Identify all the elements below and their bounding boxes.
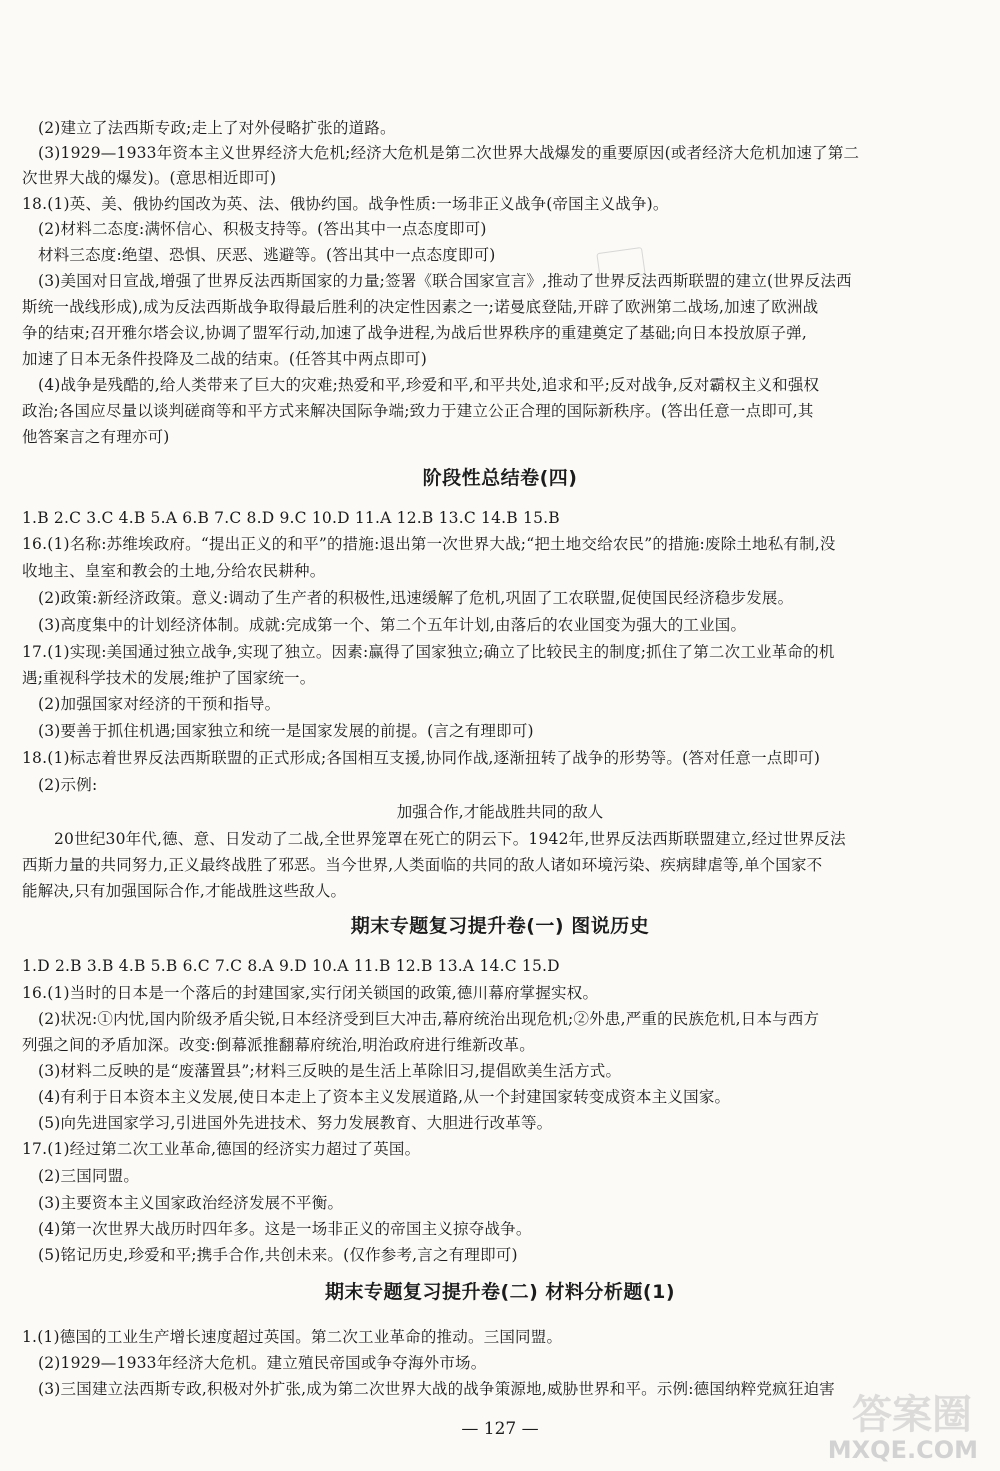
section-title: 阶段性总结卷(四): [422, 467, 578, 489]
text-line: 争的结束;召开雅尔塔会议,协调了盟军行动,加速了战争进程,为战后世界秩序的重建奠定了基础;向日本投放原子弹,: [22, 324, 807, 342]
essay-line: 20世纪30年代,德、意、日发动了二战,全世界笼罩在死亡的阴云下。1942年,世界反法西斯联盟建立,经过世界反法: [54, 830, 846, 848]
text-line: (3)主要资本主义国家政治经济发展不平衡。: [38, 1194, 344, 1212]
text-line: 他答案言之有理亦可): [22, 428, 170, 446]
text-line: (4)第一次世界大战历时四年多。这是一场非正义的帝国主义掠夺战争。: [38, 1220, 532, 1238]
text-line: 16.(1)名称:苏维埃政府。“提出正义的和平”的措施:退出第一次世界大战;“把土地交给农民”的措施:废除土地私有制,没: [22, 535, 836, 553]
text-line: (2)材料二态度:满怀信心、积极支持等。(答出其中一点态度即可): [38, 220, 487, 238]
text-line: (5)向先进国家学习,引进国外先进技术、努力发展教育、大胆进行改革等。: [38, 1114, 553, 1132]
text-line: (2)政策:新经济政策。意义:调动了生产者的积极性,迅速缓解了危机,巩固了工农联盟,促使国民经济稳步发展。: [38, 589, 794, 607]
text-line: 17.(1)经过第二次工业革命,德国的经济实力超过了英国。: [22, 1140, 421, 1158]
text-line: 1.(1)德国的工业生产增长速度超过英国。第二次工业革命的推动。三国同盟。: [22, 1328, 563, 1346]
text-line: (3)三国建立法西斯专政,积极对外扩张,成为第二次世界大战的战争策源地,威胁世界和平。示例:德国纳粹党疯狂迫害: [38, 1380, 835, 1398]
text-line: 收地主、皇室和教会的土地,分给农民耕种。: [22, 562, 326, 580]
text-line: (3)美国对日宣战,增强了世界反法西斯国家的力量;签署《联合国家宣言》,推动了世界反法西斯联盟的建立(世界反法西: [38, 272, 852, 290]
text-line: 17.(1)实现:美国通过独立战争,实现了独立。因素:赢得了国家独立;确立了比较民主的制度;抓住了第二次工业革命的机: [22, 643, 835, 661]
text-line: (3)高度集中的计划经济体制。成就:完成第一个、第二个五年计划,由落后的农业国变为强大的工业国。: [38, 616, 747, 634]
text-line: 列强之间的矛盾加深。改变:倒幕派推翻幕府统治,明治政府进行维新改革。: [22, 1036, 535, 1054]
text-line: 斯统一战线形成),成为反法西斯战争取得最后胜利的决定性因素之一;诺曼底登陆,开辟了欧洲第二战场,加速了欧洲战: [22, 298, 819, 316]
text-line: (2)加强国家对经济的干预和指导。: [38, 695, 281, 713]
text-line: (4)有利于日本资本主义发展,使日本走上了资本主义发展道路,从一个封建国家转变成资本主义国家。: [38, 1088, 731, 1106]
text-line: 加速了日本无条件投降及二战的结束。(任答其中两点即可): [22, 350, 427, 368]
answer-key-line: 1.D 2.B 3.B 4.B 5.B 6.C 7.C 8.A 9.D 10.A 11.B 12.B 13.A 14.C 15.D: [22, 957, 560, 975]
text-line: 遇;重视科学技术的发展;维护了国家统一。: [22, 669, 316, 687]
essay-line: 能解决,只有加强国际合作,才能战胜这些敌人。: [22, 882, 347, 900]
text-line: 次世界大战的爆发)。(意思相近即可): [22, 169, 277, 187]
watermark-url: MXQE.COM: [827, 1436, 978, 1464]
essay-title: 加强合作,才能战胜共同的敌人: [396, 803, 604, 821]
section-title: 期末专题复习提升卷(一) 图说历史: [350, 915, 650, 937]
watermark-logo: 答案圈: [852, 1392, 972, 1438]
text-line: (2)三国同盟。: [38, 1167, 140, 1185]
page-number: — 127 —: [461, 1419, 539, 1439]
text-line: 18.(1)英、美、俄协约国改为英、法、俄协约国。战争性质:一场非正义战争(帝国主义战争)。: [22, 195, 669, 213]
text-line: (3)1929—1933年资本主义世界经济大危机;经济大危机是第二次世界大战爆发的重要原因(或者经济大危机加速了第二: [38, 144, 860, 162]
text-line: (3)要善于抓住机遇;国家独立和统一是国家发展的前提。(言之有理即可): [38, 722, 534, 740]
text-line: 18.(1)标志着世界反法西斯联盟的正式形成;各国相互支援,协同作战,逐渐扭转了战争的形势等。(答对任意一点即可): [22, 749, 821, 767]
text-line: (2)状况:①内忧,国内阶级矛盾尖锐,日本经济受到巨大冲击,幕府统治出现危机;②外患,严重的民族危机,日本与西方: [38, 1010, 820, 1028]
text-line: 政治;各国应尽量以谈判磋商等和平方式来解决国际争端;致力于建立公正合理的国际新秩序。(答出任意一点即可,其: [22, 402, 814, 420]
answer-key-line: 1.B 2.C 3.C 4.B 5.A 6.B 7.C 8.D 9.C 10.D 11.A 12.B 13.C 14.B 15.B: [22, 509, 560, 527]
text-line: (2)示例:: [38, 776, 98, 794]
text-line: 16.(1)当时的日本是一个落后的封建国家,实行闭关锁国的政策,德川幕府掌握实权。: [22, 984, 599, 1002]
text-line: (2)建立了法西斯专政;走上了对外侵略扩张的道路。: [38, 119, 396, 137]
text-line: (5)铭记历史,珍爱和平;携手合作,共创未来。(仅作参考,言之有理即可): [38, 1246, 518, 1264]
section-title: 期末专题复习提升卷(二) 材料分析题(1): [324, 1281, 676, 1303]
text-line: (3)材料二反映的是“废藩置县”;材料三反映的是生活上革除旧习,提倡欧美生活方式。: [38, 1062, 622, 1080]
essay-line: 西斯力量的共同努力,正义最终战胜了邪恶。当今世界,人类面临的共同的敌人诸如环境污染、疾病肆虐等,单个国家不: [22, 856, 823, 874]
text-line: (4)战争是残酷的,给人类带来了巨大的灾难;热爱和平,珍爱和平,和平共处,追求和平;反对战争,反对霸权主义和强权: [38, 376, 820, 394]
text-line: (2)1929—1933年经济大危机。建立殖民帝国或争夺海外市场。: [38, 1354, 487, 1372]
text-line: 材料三态度:绝望、恐惧、厌恶、逃避等。(答出其中一点态度即可): [38, 246, 496, 264]
